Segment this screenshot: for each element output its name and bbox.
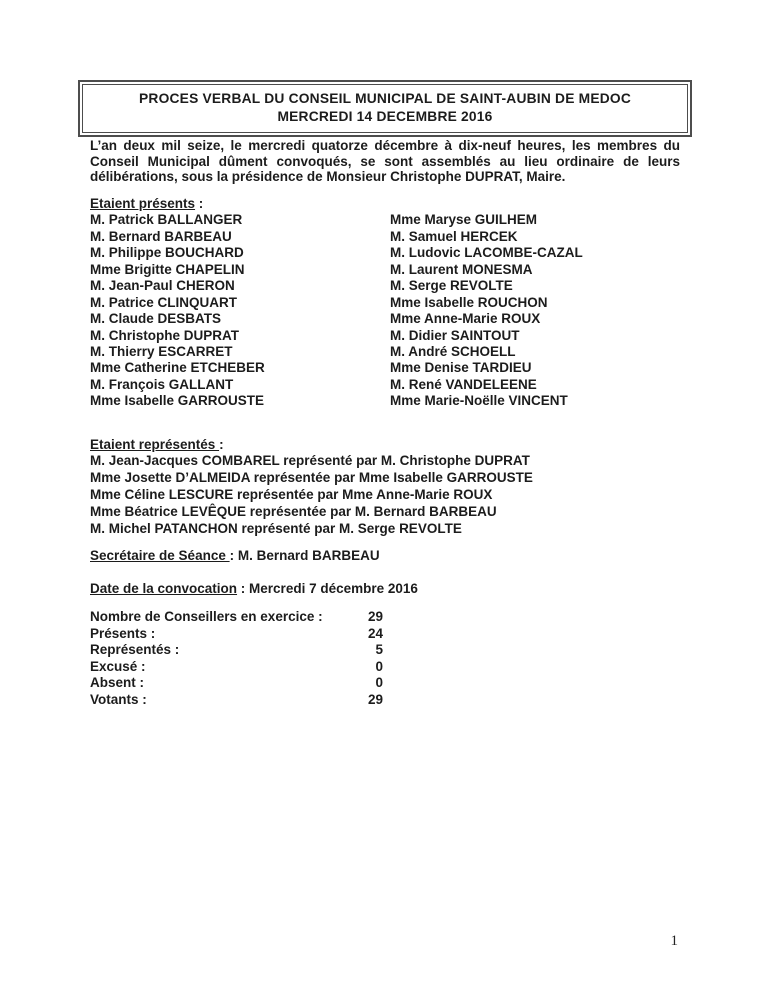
present-columns <box>90 212 680 409</box>
list-item: Mme Denise TARDIEU <box>390 360 532 376</box>
list-item: M. Didier SAINTOUT <box>390 327 520 343</box>
list-item: Mme Isabelle GARROUSTE <box>90 393 265 409</box>
document-title-line1: PROCES VERBAL DU CONSEIL MUNICIPAL DE SAINT-AUBIN DE MEDOC <box>139 91 631 106</box>
list-item: Mme Céline LESCURE représentée par Mme Anne-Marie ROUX <box>90 487 493 503</box>
count-value: 24 <box>367 625 383 641</box>
list-item: Mme Béatrice LEVÊQUE représentée par M. Bernard BARBEAU <box>90 504 497 520</box>
count-label: Absent : <box>90 675 144 691</box>
title-box-inner <box>82 84 688 133</box>
list-item: M. François GALLANT <box>90 376 234 392</box>
count-label: Représentés : <box>90 642 180 658</box>
list-item: M. Samuel HERCEK <box>390 228 518 244</box>
count-label: Nombre de Conseillers en exercice : <box>90 609 323 624</box>
present-right-column <box>390 212 680 409</box>
list-item: Mme Maryse GUILHEM <box>390 212 538 228</box>
list-item: M. Philippe BOUCHARD <box>90 245 244 261</box>
list-item: M. André SCHOELL <box>390 344 516 360</box>
list-item: M. Patrice CLINQUART <box>90 294 238 310</box>
table-row <box>90 626 383 643</box>
convocation-value: : Mercredi 7 décembre 2016 <box>237 581 418 596</box>
count-label: Présents : <box>90 625 156 641</box>
page-number: 1 <box>670 933 678 949</box>
present-left-column <box>90 212 390 409</box>
list-item: Mme Josette D’ALMEIDA représentée par Mme Isabelle GARROUSTE <box>90 470 533 486</box>
list-item: Mme Brigitte CHAPELIN <box>90 261 245 277</box>
intro-paragraph: L’an deux mil seize, le mercredi quatorze décembre à dix-neuf heures, les membres du Conseil Municipal dûment convoqués, se sont assemblés au lieu ordinaire de leurs délibérations, sous la présidence de Monsieur Christophe DUPRAT, Maire. <box>90 138 680 185</box>
present-heading-colon: : <box>195 196 204 211</box>
list-item: M. Serge REVOLTE <box>390 278 513 294</box>
section-represented <box>90 437 680 538</box>
secretary-label: Secrétaire de Séance <box>90 548 230 563</box>
secretary-value: : M. Bernard BARBEAU <box>229 548 380 563</box>
count-value: 0 <box>375 675 383 691</box>
list-item: Mme Isabelle ROUCHON <box>390 294 548 310</box>
present-heading <box>90 196 680 212</box>
list-item: M. Jean-Paul CHERON <box>90 278 235 294</box>
list-item: Mme Anne-Marie ROUX <box>390 311 541 327</box>
table-row <box>90 659 383 676</box>
document-title-line2: MERCREDI 14 DECEMBRE 2016 <box>277 109 493 124</box>
counts-table <box>90 609 383 709</box>
title-box <box>78 80 692 137</box>
list-item: M. Christophe DUPRAT <box>90 327 239 343</box>
represented-heading <box>90 437 680 453</box>
list-item: Mme Catherine ETCHEBER <box>90 360 265 376</box>
list-item: M. Thierry ESCARRET <box>90 344 233 360</box>
list-item: M. Laurent MONESMA <box>390 261 533 277</box>
section-present <box>90 196 680 410</box>
list-item: M. René VANDELEENE <box>390 376 537 392</box>
represented-heading-colon: : <box>219 437 224 452</box>
table-row <box>90 642 383 659</box>
secretary-line <box>90 548 680 563</box>
table-row <box>90 609 383 626</box>
list-item: M. Michel PATANCHON représenté par M. Serge REVOLTE <box>90 521 462 537</box>
convocation-line <box>90 581 680 596</box>
table-row <box>90 692 383 709</box>
count-value: 0 <box>375 658 383 674</box>
count-value: 5 <box>375 642 383 658</box>
present-heading-label: Etaient présents <box>90 196 196 211</box>
count-label: Excusé : <box>90 658 146 674</box>
represented-heading-label: Etaient représentés <box>90 437 220 452</box>
list-item: Mme Marie-Noëlle VINCENT <box>390 393 568 409</box>
list-item: M. Bernard BARBEAU <box>90 228 232 244</box>
list-item: M. Patrick BALLANGER <box>90 212 243 228</box>
count-label: Votants : <box>90 691 147 707</box>
convocation-label: Date de la convocation <box>90 581 238 596</box>
count-value: 29 <box>367 609 383 624</box>
list-item: M. Jean-Jacques COMBAREL représenté par M. Christophe DUPRAT <box>90 453 530 469</box>
count-value: 29 <box>367 691 383 707</box>
list-item: M. Claude DESBATS <box>90 311 222 327</box>
list-item: M. Ludovic LACOMBE-CAZAL <box>390 245 583 261</box>
table-row <box>90 675 383 692</box>
